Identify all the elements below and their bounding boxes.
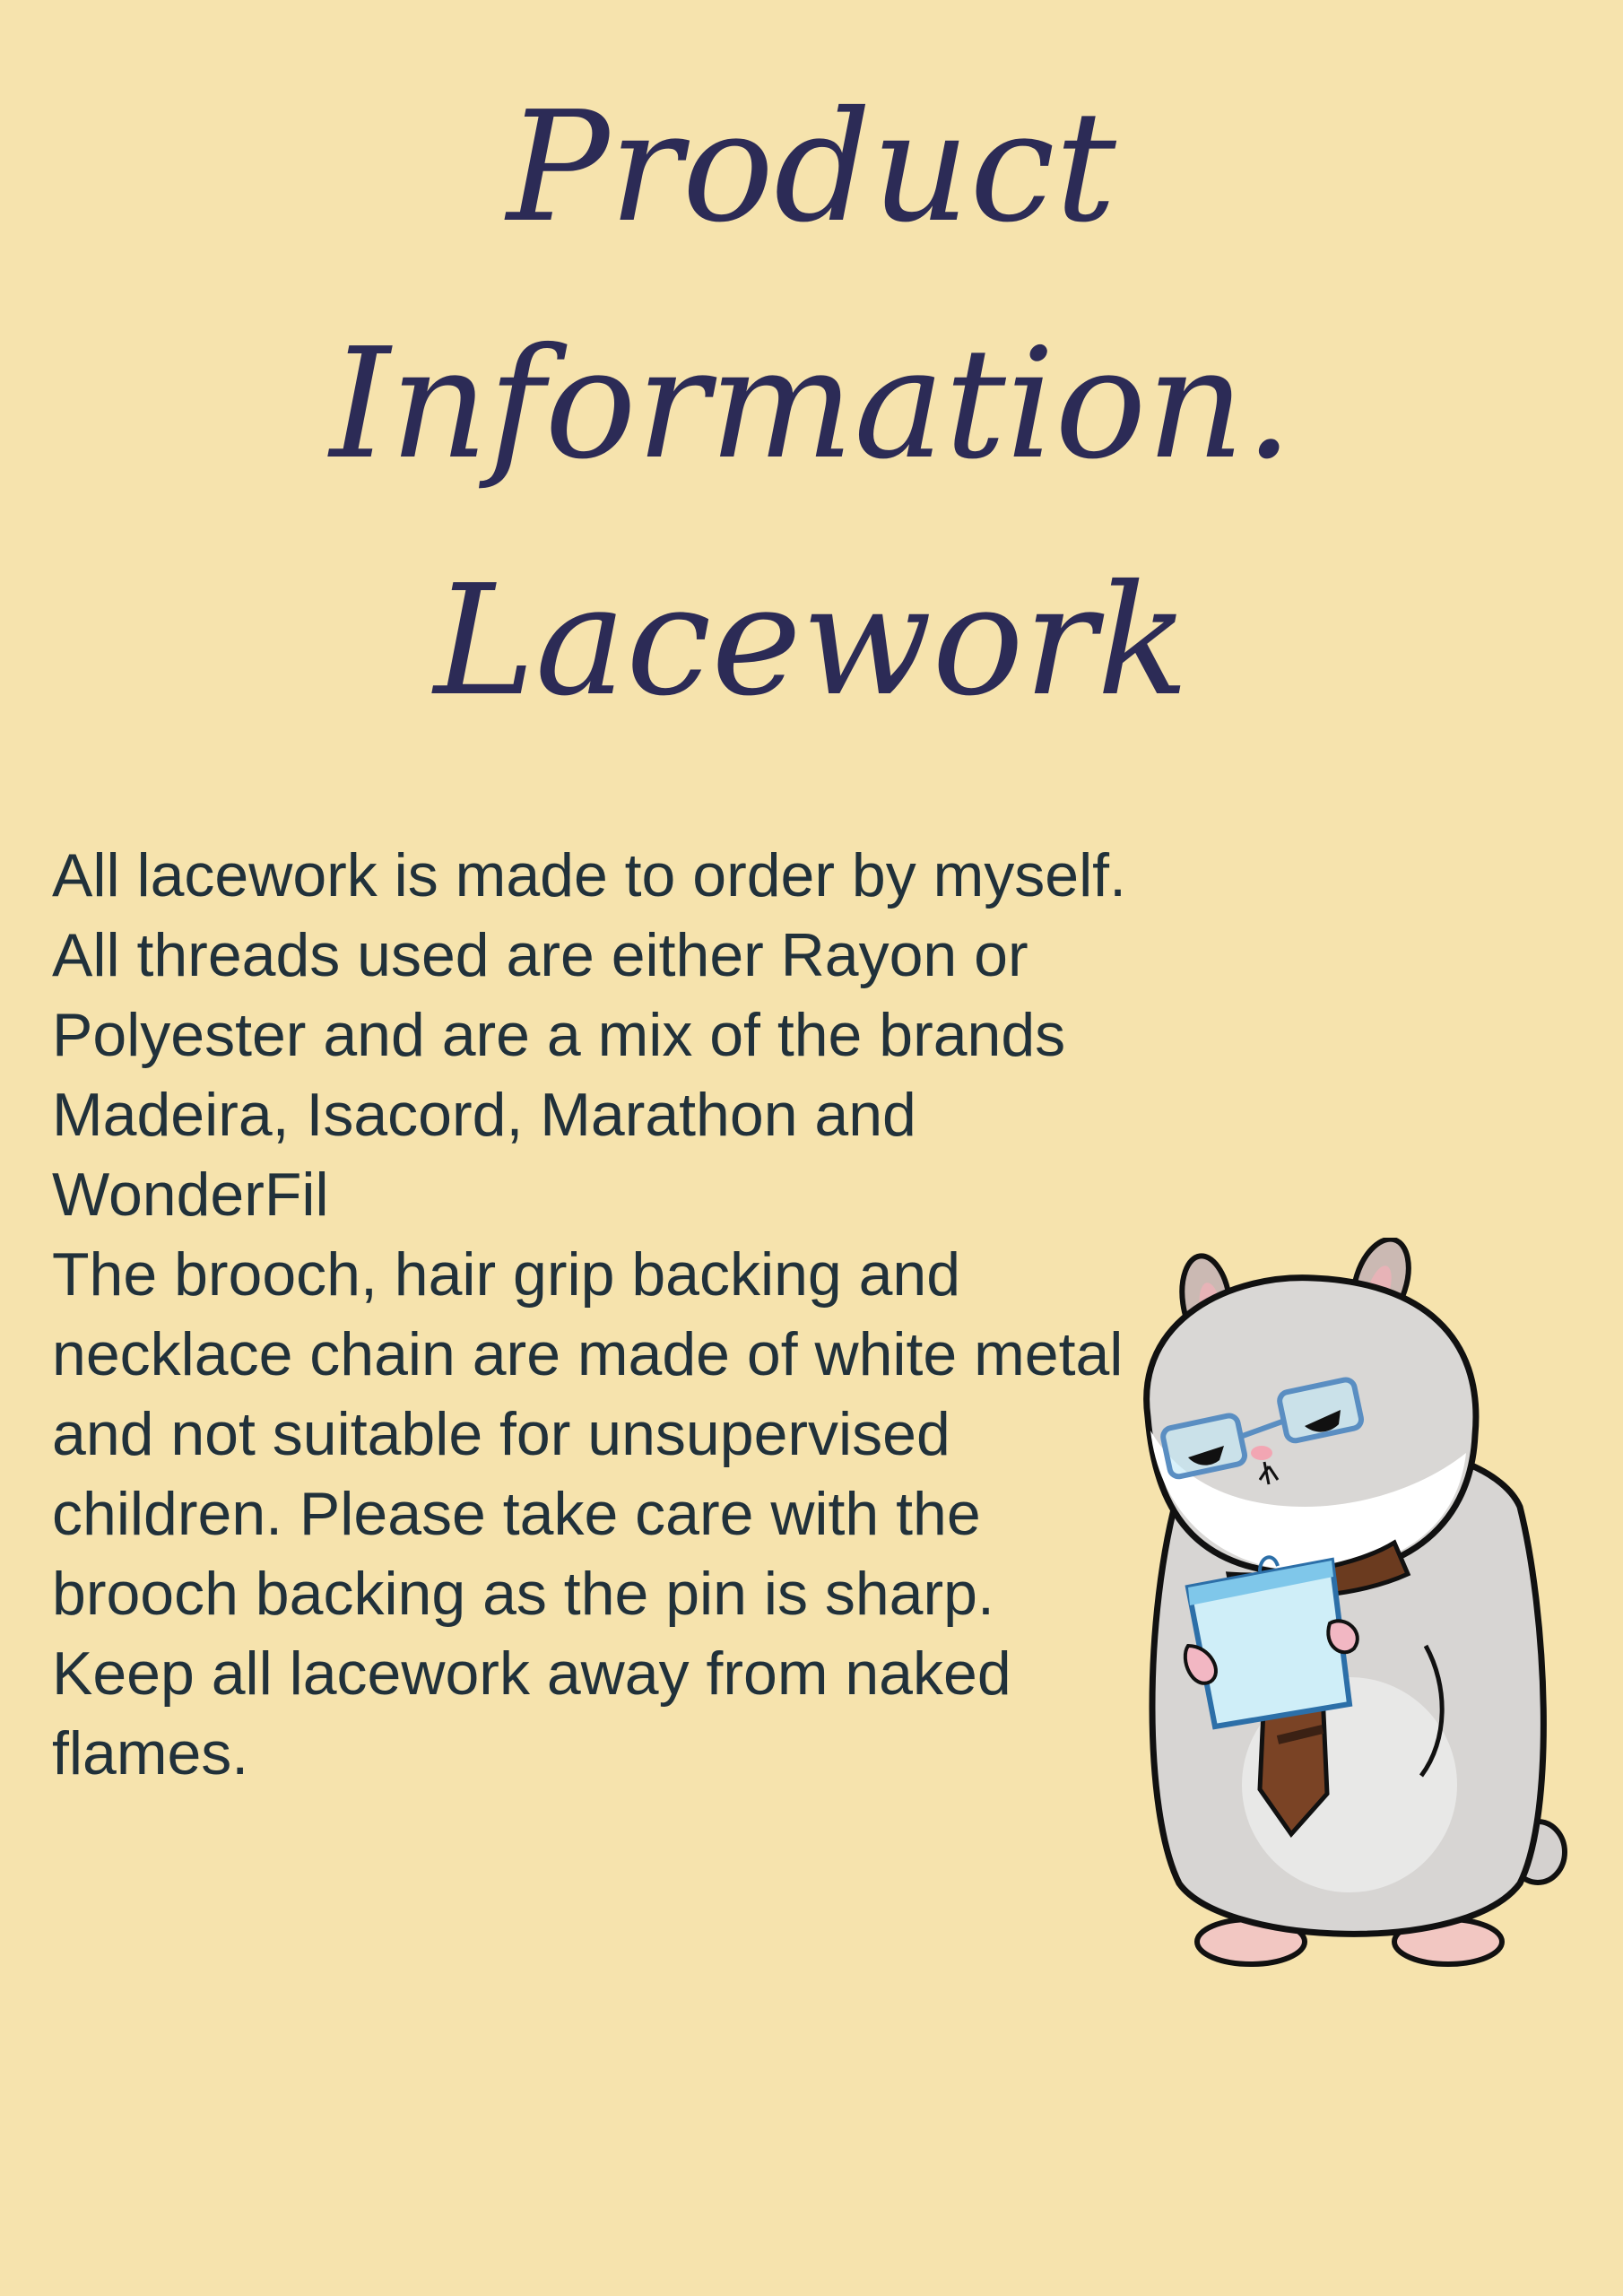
title-line-information: Information. <box>329 316 1294 493</box>
title-line-lacework: Lacework <box>433 552 1190 730</box>
product-info-text <box>52 836 1128 1794</box>
hamster-mascot-icon <box>1125 1238 1596 1982</box>
paragraph-made-to-order: All lacework is made to order by myself. <box>52 841 1126 909</box>
paragraph-flames-warning: Keep all lacework away from naked flames. <box>52 1639 1011 1787</box>
paragraph-threads: All threads used are either Rayon or Polyester and are a mix of the brands Madeira, Isacord, Marathon and WonderFil <box>52 921 1066 1229</box>
page-title <box>0 49 1623 760</box>
title-line-product: Product <box>507 79 1116 257</box>
paragraph-metal-warning: The brooch, hair grip backing and necklace chain are made of white metal and not suitable for unsupervised children. Please take care with the brooch backing as the pin is sharp. <box>52 1240 1124 1628</box>
